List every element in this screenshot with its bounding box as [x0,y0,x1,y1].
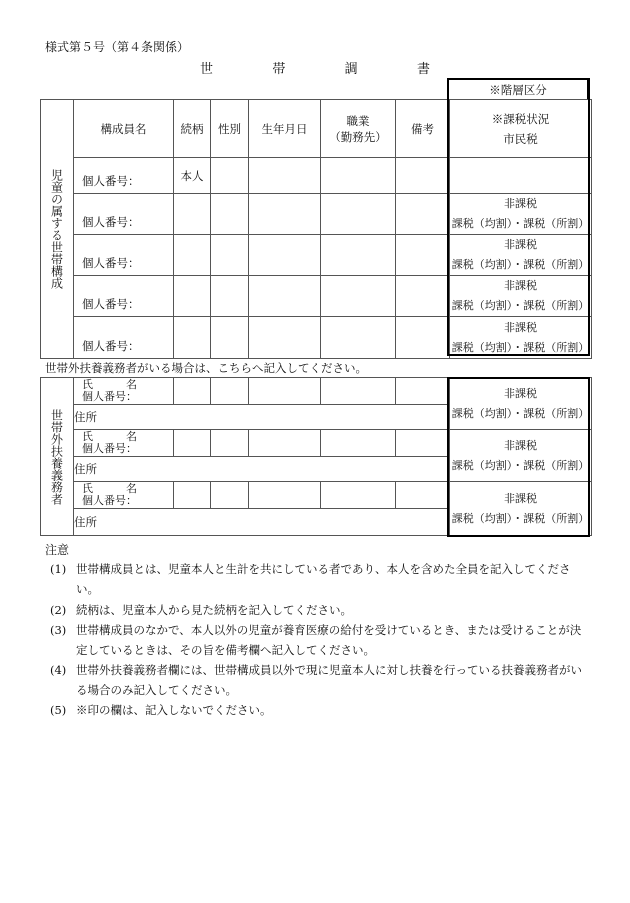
header-tax-status-label: ※課税状況 [491,111,550,126]
occupation-field[interactable] [321,482,396,509]
guardian-address-field[interactable]: 住所 [74,405,450,430]
guardian-address-field[interactable]: 住所 [74,457,450,482]
header-city-tax: 市民税 [503,131,538,146]
taxed-option: 課税（均割）・課税（所割） [451,458,590,472]
outside-guardian-table [40,377,592,536]
note-text: 世帯外扶養義務者欄には、世帯構成員以外で現に児童本人に対し扶養を行っている扶養義務者がいる場合のみ記入してください。 [76,663,582,697]
title-char-2: 帯 [272,62,286,77]
sex-field[interactable] [211,378,249,405]
relation-field[interactable] [174,430,211,457]
tax-status-cell [450,317,592,359]
individual-number-field[interactable]: 個人番号： [74,194,174,235]
sex-field[interactable] [211,158,249,194]
header-occupation-label: 職業 [346,113,370,128]
occupation-field[interactable] [321,235,396,276]
taxed-option: 課税（均割）・課税（所割） [451,406,590,420]
document-title [200,58,430,77]
taxed-option: 課税（均割）・課税（所割） [451,299,590,312]
relation-field[interactable] [174,235,211,276]
header-remarks: 備考 [396,100,450,158]
sex-field[interactable] [211,482,249,509]
note-number: (5) [50,703,67,717]
guardian-name-field[interactable]: 氏 名 個人番号： [74,378,174,405]
taxed-option: 課税（均割）・課税（所割） [451,217,590,230]
birthdate-field[interactable] [249,430,321,457]
note-number: (1) [50,562,67,576]
relation-field[interactable] [174,276,211,317]
note-item [50,600,590,620]
tax-status-cell [450,430,592,482]
note-item [50,559,590,599]
tax-exempt-option: 非課税 [504,386,537,400]
tax-exempt-option: 非課税 [504,238,537,251]
tax-status-cell [450,482,592,536]
birthdate-field[interactable] [249,378,321,405]
occupation-field[interactable] [321,378,396,405]
tax-exempt-option: 非課税 [504,320,537,334]
individual-number-field[interactable]: 個人番号： [74,276,174,317]
note-text: 続柄は、児童本人から見た続柄を記入してください。 [76,603,352,617]
relation-field[interactable] [174,378,211,405]
remarks-field[interactable] [396,430,450,457]
individual-number-field[interactable]: 個人番号： [74,317,174,359]
form-number: 様式第５号（第４条関係） [45,40,190,54]
title-char-1: 世 [200,62,214,77]
remarks-field[interactable] [396,194,450,235]
note-item [50,620,590,660]
sex-field[interactable] [211,317,249,359]
tier-label: ※階層区分 [489,83,547,97]
tax-status-cell [450,276,592,317]
birthdate-field[interactable] [249,482,321,509]
note-text: ※印の欄は、記入しないでください。 [76,703,272,717]
sex-field[interactable] [211,276,249,317]
occupation-field[interactable] [321,276,396,317]
tax-exempt-option: 非課税 [504,491,537,505]
outside-side-label: 世帯外扶養義務者 [41,378,74,536]
birthdate-field[interactable] [249,317,321,359]
taxed-option: 課税（均割）・課税（所割） [451,511,590,525]
birthdate-field[interactable] [249,235,321,276]
remarks-field[interactable] [396,482,450,509]
household-table [40,99,592,359]
remarks-field[interactable] [396,235,450,276]
notes-title: 注意 [45,543,70,557]
tier-classification-box [447,78,589,100]
household-row [41,158,592,194]
tax-exempt-option: 非課税 [504,438,537,452]
header-relation: 続柄 [174,100,211,158]
guardian-name-field[interactable]: 氏 名 個人番号： [74,482,174,509]
household-row [41,194,592,235]
individual-number-field[interactable]: 個人番号： [74,158,174,194]
title-char-4: 書 [416,62,430,77]
occupation-field[interactable] [321,430,396,457]
occupation-field[interactable] [321,194,396,235]
header-occupation [321,100,396,158]
remarks-field[interactable] [396,317,450,359]
household-row [41,235,592,276]
note-number: (4) [50,663,67,677]
header-birthdate: 生年月日 [249,100,321,158]
note-number: (2) [50,603,67,617]
tax-status-cell [450,378,592,430]
household-row [41,276,592,317]
note-text: 世帯構成員のなかで、本人以外の児童が養育医療の給付を受けているとき、または受けることが決定しているときは、その旨を備考欄へ記入してください。 [76,623,582,657]
birthdate-field[interactable] [249,194,321,235]
sex-field[interactable] [211,430,249,457]
remarks-field[interactable] [396,378,450,405]
sex-field[interactable] [211,194,249,235]
relation-field[interactable] [174,194,211,235]
birthdate-field[interactable] [249,158,321,194]
tax-status-cell [450,194,592,235]
tax-exempt-option: 非課税 [504,279,537,292]
outside-guardian-instruction: 世帯外扶養義務者がいる場合は、こちらへ記入してください。 [45,361,367,375]
note-text: 世帯構成員とは、児童本人と生計を共にしている者であり、本人を含めた全員を記入してください。 [76,562,571,596]
sex-field[interactable] [211,235,249,276]
remarks-field[interactable] [396,158,450,194]
taxed-option: 課税（均割）・課税（所割） [451,258,590,271]
relation-field[interactable]: 本人 [174,158,211,194]
relation-field[interactable] [174,317,211,359]
occupation-field[interactable] [321,317,396,359]
tax-status-cell [450,158,592,194]
birthdate-field[interactable] [249,276,321,317]
guardian-name-field[interactable]: 氏 名 個人番号： [74,430,174,457]
title-char-3: 調 [344,62,358,77]
relation-field[interactable] [174,482,211,509]
taxed-option: 課税（均割）・課税（所割） [451,340,590,354]
occupation-field[interactable] [321,158,396,194]
tax-exempt-option: 非課税 [504,197,537,210]
household-side-label: 児童の属する世帯構成 [41,100,74,359]
household-row [41,317,592,359]
remarks-field[interactable] [396,276,450,317]
individual-number-field[interactable]: 個人番号： [74,235,174,276]
tax-status-cell [450,235,592,276]
note-item [50,660,590,700]
guardian-address-field[interactable]: 住所 [74,509,450,536]
header-name: 構成員名 [74,100,174,158]
note-item [50,700,590,720]
header-tax-status [450,100,592,158]
note-number: (3) [50,623,67,637]
header-occupation-sub: （勤務先） [329,129,387,144]
header-sex: 性別 [211,100,249,158]
